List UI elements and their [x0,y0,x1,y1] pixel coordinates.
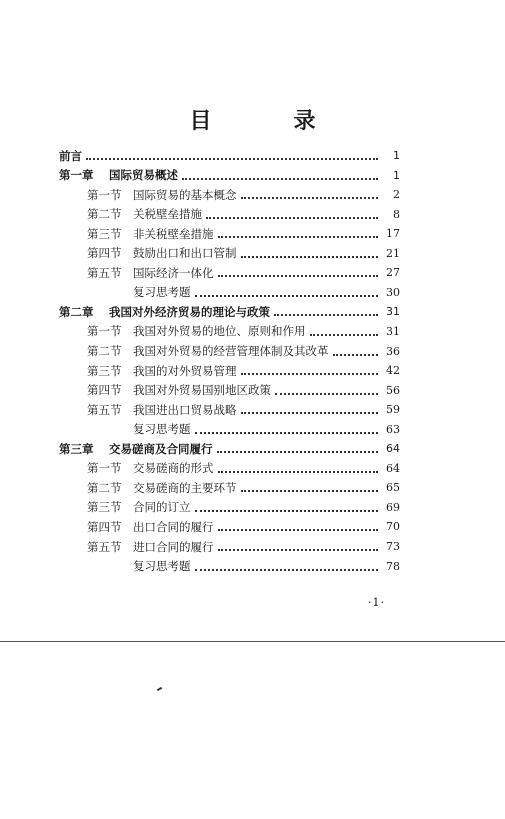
dot-leader [241,196,379,199]
dot-leader [195,431,379,434]
dot-leader [218,528,379,531]
toc-entry-page: 31 [386,324,400,338]
toc-section-entry [87,263,400,282]
toc-entry-label: 我国对外贸易的经营管理体制及其改革 [133,344,329,358]
toc-entry-label: 我国进出口贸易战略 [133,402,237,417]
dot-leader [218,548,379,551]
dot-leader [182,177,378,180]
toc-entry-label: 合同的订立 [133,500,191,515]
toc-entry-page: 1 [393,168,400,182]
page-edge-rule [0,641,505,642]
toc-entry-number: 第三节 [87,363,122,378]
dot-leader [195,509,379,512]
toc-entry-label: 关税壁垒措施 [133,207,202,222]
toc-entry-number: 第二节 [87,207,122,222]
toc-entry-number: 第四节 [87,383,122,398]
toc-entry-label: 鼓励出口和出口管制 [133,246,237,261]
toc-entry-page: 64 [386,442,400,456]
toc-entry-label: 我国对外贸易国别地区政策 [133,383,271,398]
toc-entry-page: 42 [386,364,400,378]
toc-entry-number: 第二节 [87,480,122,495]
toc-entry-label: 交易磋商的主要环节 [133,480,237,495]
toc-entry-label: 进口合同的履行 [133,539,214,554]
dot-leader [310,333,379,336]
dot-leader [241,489,379,492]
page-number: ·1· [368,596,385,609]
toc-section-entry [87,478,400,497]
toc-entry-label: 出口合同的履行 [133,519,214,534]
toc-entry-page: 70 [386,520,400,534]
toc-chapter-entry [59,166,400,185]
toc-entry-page: 1 [393,149,400,162]
toc-entry-number: 第一章 [59,168,94,183]
toc-entry-page: 36 [386,344,400,358]
toc-entry-label: 复习思考题 [133,285,191,300]
toc-section-entry [87,537,400,556]
toc-entry-number: 第四节 [87,519,122,534]
toc-section-entry [87,224,400,243]
toc-entry-page: 65 [386,481,400,495]
dot-leader [241,255,379,258]
dot-leader [206,216,378,219]
dot-leader [333,353,379,356]
toc-section-entry [87,361,400,380]
toc-entry-label: 交易磋商的形式 [133,461,214,476]
toc-entry-label: 我国对外经济贸易的理论与政策 [109,304,270,319]
toc-section-entry [87,381,400,400]
dot-leader [241,411,379,414]
toc-section-entry [87,185,400,204]
dot-leader [218,274,379,277]
dot-leader [274,313,378,316]
toc-chapter-entry [59,439,400,458]
toc-entry-number: 第二节 [87,344,122,358]
toc-entry-label: 国际贸易的基本概念 [133,187,237,202]
toc-entry-page: 69 [386,500,400,514]
toc-entry-number: 第五节 [87,402,122,417]
toc-entry-label: 前言 [59,148,82,163]
toc-section-entry [87,400,400,419]
toc-entry-page: 8 [393,207,400,221]
dot-leader [218,470,379,473]
toc-entry-label: 国际经济一体化 [133,265,214,280]
toc-section-entry [87,342,400,361]
toc-chapter-entry [59,302,400,321]
toc-entry-label: 复习思考题 [133,559,191,574]
toc-entry-number: 第三章 [59,441,94,456]
toc-entry-page: 17 [386,227,400,241]
toc-section-entry [87,205,400,224]
toc-entry-page: 56 [386,383,400,397]
dot-leader [275,392,378,395]
toc-entry-label: 复习思考题 [133,422,191,437]
scan-speck [157,687,162,691]
dot-leader [241,372,379,375]
toc-entry-page: 21 [386,246,400,260]
toc-entry-page: 64 [386,461,400,475]
toc-entry-page: 73 [386,540,400,553]
dot-leader [195,568,379,571]
dot-leader [195,294,379,297]
toc-entry-page: 27 [386,266,400,280]
toc-entry-label: 我国对外贸易的地位、原则和作用 [133,324,306,339]
toc-entry-number: 第五节 [87,265,122,280]
toc-entry-page: 30 [386,285,400,299]
toc-entry-number: 第五节 [87,539,122,554]
toc-preface-entry [59,146,400,165]
toc-section-entry [87,420,400,439]
toc-entry-page: 78 [386,559,400,573]
toc-section-entry [87,244,400,263]
toc-section-entry [87,557,400,576]
toc-entry-page: 63 [386,422,400,436]
toc-entry-label: 我国的对外贸易管理 [133,363,237,378]
toc-section-entry [87,517,400,536]
toc-entry-label: 国际贸易概述 [109,168,178,183]
toc-section-entry [87,459,400,478]
toc-entry-page: 59 [386,403,400,417]
toc-section-entry [87,283,400,302]
dot-leader [218,235,379,238]
toc-entry-page: 31 [386,305,400,319]
dot-leader [217,450,379,453]
toc-entry-page: 2 [393,188,400,202]
toc-entry-number: 第二章 [59,304,94,319]
toc-entry-number: 第一节 [87,324,122,339]
toc-section-entry [87,322,400,341]
toc-entry-number: 第三节 [87,500,122,515]
toc-entry-number: 第一节 [87,461,122,476]
page-title: 目 录 [189,109,346,134]
toc-entry-number: 第四节 [87,246,122,261]
toc-entry-number: 第三节 [87,226,122,241]
toc-entry-label: 交易磋商及合同履行 [109,441,213,456]
toc-entry-label: 非关税壁垒措施 [133,226,214,241]
dot-leader [86,157,378,160]
toc-entry-number: 第一节 [87,187,122,202]
toc-section-entry [87,498,400,517]
